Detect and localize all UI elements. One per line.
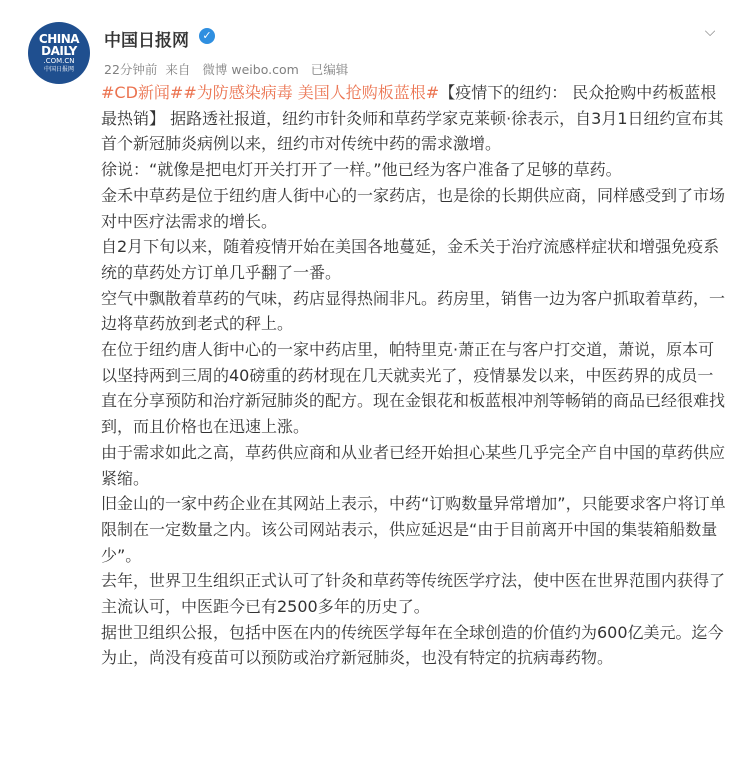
hashtag-cd-news[interactable]: #CD新闻# (101, 83, 184, 102)
account-avatar-logo[interactable] (28, 22, 90, 84)
post-title-lead: 【疫情下的纽约： 民众抢购中药板蓝根最热销】 据路透社报道，纽约市针灸师和草药学家克莱顿·徐表示，自3月1日纽约宣布其首个新冠肺炎病例以来，纽约市对传统中药的需求激增。 (101, 83, 724, 154)
logo-text-domain: .COM.CN (43, 56, 75, 65)
post-paragraph: 自2月下旬以来，随着疫情开始在美国各地蔓延，金禾关于治疗流感样症状和增强免疫系统的草药处方订单几乎翻了一番。 (101, 237, 720, 282)
post-paragraph: 据世卫组织公报，包括中医在内的传统医学每年在全球创造的价值约为600亿美元。迄今为止，尚没有疫苗可以预防或治疗新冠肺炎，也没有特定的抗病毒药物。 (101, 622, 724, 668)
chevron-down-icon[interactable]: ⌵ (704, 24, 716, 40)
post-time-link[interactable]: 22分钟前 (104, 62, 158, 77)
post-paragraph: 旧金山的一家中药企业在其网站上表示，中药“订购数量异常增加”，只能要求客户将订单限制在一定数量之内。该公司网站表示，供应延迟是“由于目前离开中国的集装箱船数量少”。 (101, 494, 726, 565)
post-meta (104, 60, 356, 78)
post-paragraph: 由于需求如此之高，草药供应商和从业者已经开始担心某些几乎完全产自中国的草药供应紧缩。 (101, 442, 726, 488)
logo-text-china: CHINA (38, 31, 80, 46)
hashtag-banlangen[interactable]: #为防感染病毒 美国人抢购板蓝根# (183, 83, 440, 102)
post-lead-paragraph (101, 80, 729, 157)
post-paragraph: 在位于纽约唐人街中心的一家中药店里，帕特里克·萧正在与客户打交道，萧说，原本可以坚持两到三周的40磅重的药材现在几天就卖光了，疫情暴发以来，中医药界的成员一直在分享预防和治疗新冠肺炎的配方。现在金银花和板蓝根冲剂等畅销的商品已经很难找到，而且价格也在迅速上涨。 (101, 340, 726, 437)
edited-label[interactable]: 已编辑 (310, 62, 349, 77)
verified-badge-icon: ✓ (199, 28, 215, 44)
post-content (101, 80, 729, 671)
post-header (28, 22, 721, 80)
source-link[interactable]: 微博 weibo.com (202, 62, 299, 77)
post-paragraph: 徐说：“就像是把电灯开关打开了一样。”他已经为客户准备了足够的草药。 (101, 160, 622, 180)
post-paragraph: 空气中飘散着草药的气味，药店显得热闹非凡。药房里，销售一边为客户抓取着草药，一边将草药放到老式的秤上。 (101, 288, 726, 334)
logo-text-daily: DAILY (41, 43, 77, 58)
logo-text-chinese: 中国日报网 (43, 65, 74, 73)
post-paragraph: 去年，世界卫生组织正式认可了针灸和草药等传统医学疗法，使中医在世界范围内获得了主流认可，中医距今已有2500多年的历史了。 (101, 571, 726, 617)
post-paragraph: 金禾中草药是位于纽约唐人街中心的一家药店，也是徐的长期供应商，同样感受到了市场对中医疗法需求的增长。 (101, 185, 726, 231)
source-prefix: 来自 (165, 62, 191, 77)
account-name-link[interactable]: 中国日报网 (104, 31, 189, 51)
